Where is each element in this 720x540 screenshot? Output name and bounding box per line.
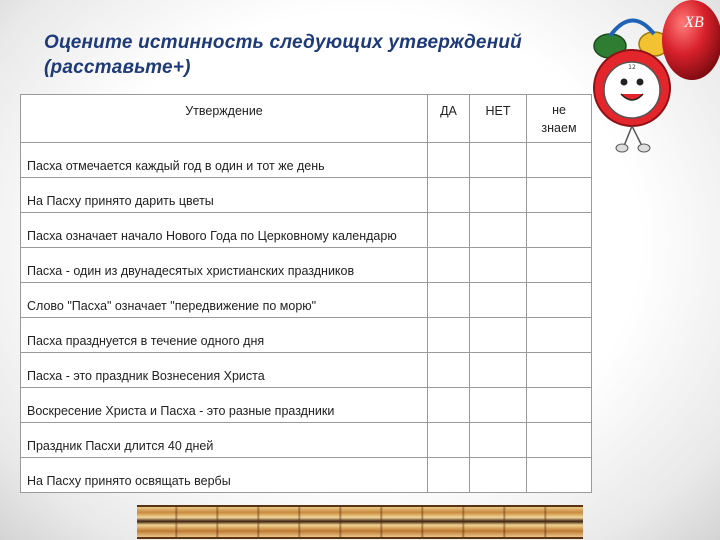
statement-cell: Пасха - один из двунадесятых христианских праздников xyxy=(21,248,428,283)
statement-cell: Пасха отмечается каждый год в один и тот же день xyxy=(21,143,428,178)
answer-no-cell[interactable] xyxy=(470,353,527,388)
statement-cell: Воскресение Христа и Пасха - это разные праздники xyxy=(21,388,428,423)
answer-no-cell[interactable] xyxy=(470,143,527,178)
egg-label: ХВ xyxy=(684,14,704,31)
table-row xyxy=(21,283,592,318)
answer-no-cell[interactable] xyxy=(470,283,527,318)
table-row xyxy=(21,423,592,458)
answer-no-cell[interactable] xyxy=(470,318,527,353)
answer-yes-cell[interactable] xyxy=(428,318,470,353)
table-row xyxy=(21,388,592,423)
answer-no-cell[interactable] xyxy=(470,213,527,248)
header-yes: ДА xyxy=(428,95,470,143)
answer-yes-cell[interactable] xyxy=(428,143,470,178)
quiz-table xyxy=(20,94,592,493)
statement-cell: На Пасху принято дарить цветы xyxy=(21,178,428,213)
answer-dont-know-cell[interactable] xyxy=(527,283,592,318)
statement-cell: Пасха - это праздник Вознесения Христа xyxy=(21,353,428,388)
statement-cell: На Пасху принято освящать вербы xyxy=(21,458,428,493)
answer-yes-cell[interactable] xyxy=(428,458,470,493)
header-no: НЕТ xyxy=(470,95,527,143)
answer-yes-cell[interactable] xyxy=(428,283,470,318)
answer-dont-know-cell[interactable] xyxy=(527,178,592,213)
answer-dont-know-cell[interactable] xyxy=(527,388,592,423)
table-row xyxy=(21,248,592,283)
answer-dont-know-cell[interactable] xyxy=(527,353,592,388)
header-statement: Утверждение xyxy=(21,95,428,143)
answer-dont-know-cell[interactable] xyxy=(527,248,592,283)
answer-yes-cell[interactable] xyxy=(428,213,470,248)
table-row xyxy=(21,143,592,178)
answer-dont-know-cell[interactable] xyxy=(527,143,592,178)
answer-yes-cell[interactable] xyxy=(428,353,470,388)
header-dont-know-line2: знаем xyxy=(541,121,577,135)
easter-egg-illustration xyxy=(660,0,720,82)
header-dont-know-line1: не xyxy=(552,103,566,117)
answer-yes-cell[interactable] xyxy=(428,248,470,283)
header-dont-know xyxy=(527,95,592,143)
table-row xyxy=(21,178,592,213)
answer-no-cell[interactable] xyxy=(470,248,527,283)
answer-dont-know-cell[interactable] xyxy=(527,318,592,353)
answer-dont-know-cell[interactable] xyxy=(527,458,592,493)
answer-dont-know-cell[interactable] xyxy=(527,213,592,248)
answer-yes-cell[interactable] xyxy=(428,178,470,213)
answer-dont-know-cell[interactable] xyxy=(527,423,592,458)
answer-yes-cell[interactable] xyxy=(428,388,470,423)
statement-cell: Праздник Пасхи длится 40 дней xyxy=(21,423,428,458)
answer-no-cell[interactable] xyxy=(470,423,527,458)
table-header-row xyxy=(21,95,592,143)
page-title: Оцените истинность следующих утверждений (расставьте+) xyxy=(44,32,522,78)
table-row xyxy=(21,458,592,493)
svg-text:12: 12 xyxy=(628,64,636,71)
table-row xyxy=(21,213,592,248)
decorative-border-strip xyxy=(137,505,583,539)
answer-no-cell[interactable] xyxy=(470,388,527,423)
statement-cell: Слово "Пасха" означает "передвижение по морю" xyxy=(21,283,428,318)
table-row xyxy=(21,353,592,388)
answer-no-cell[interactable] xyxy=(470,178,527,213)
table-row xyxy=(21,318,592,353)
answer-no-cell[interactable] xyxy=(470,458,527,493)
statement-cell: Пасха празднуется в течение одного дня xyxy=(21,318,428,353)
answer-yes-cell[interactable] xyxy=(428,423,470,458)
statement-cell: Пасха означает начало Нового Года по Церковному календарю xyxy=(21,213,428,248)
